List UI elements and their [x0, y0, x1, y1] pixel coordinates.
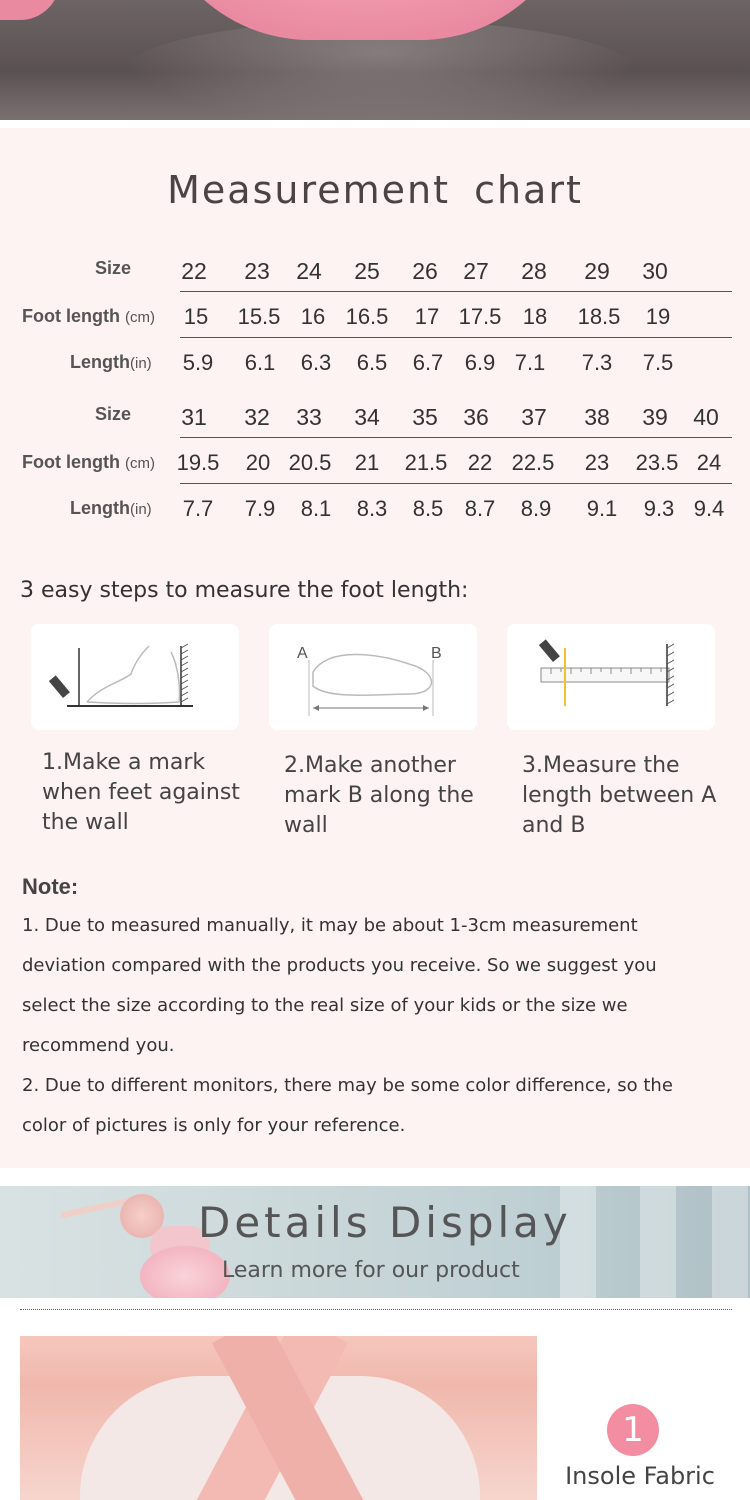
foot-length-cell: 23: [584, 450, 610, 475]
length-inch-cell: 6.1: [244, 350, 276, 375]
foot-length-cell: 15: [183, 304, 209, 329]
length-inch-cell: 5.9: [182, 350, 214, 375]
foot-length-row: [20, 292, 732, 338]
foot-length-label: Foot length (cm): [22, 306, 155, 326]
length-inch-cell: 8.3: [356, 496, 388, 521]
details-subtitle: Learn more for our product: [222, 1258, 520, 1283]
step-3-diagram: [507, 624, 715, 730]
details-banner: [0, 1186, 750, 1298]
feature-number-badge: 1: [607, 1404, 659, 1456]
length-inch-cell: 6.9: [464, 350, 496, 375]
size-cell: 39: [642, 404, 668, 430]
length-inch-cell: 7.7: [182, 496, 214, 521]
size-table-2: [20, 392, 732, 530]
foot-length-cell: 24: [696, 450, 722, 475]
size-cell: 38: [584, 404, 610, 430]
size-cell: 22: [181, 258, 207, 284]
foot-length-cell: 23.5: [635, 450, 679, 475]
length-inch-cell: 9.4: [693, 496, 725, 521]
length-inch-cell: 8.9: [520, 496, 552, 521]
window-decor: [640, 1186, 676, 1298]
length-inch-cell: 6.3: [300, 350, 332, 375]
foot-length-label: Foot length (cm): [22, 452, 155, 472]
note-line: select the size according to the real size of your kids or the size we: [22, 995, 628, 1016]
size-cell: 37: [521, 404, 547, 430]
step-2-diagram: [269, 624, 477, 730]
note-line: recommend you.: [22, 1035, 175, 1056]
length-inch-cell: 6.5: [356, 350, 388, 375]
size-cell: 33: [296, 404, 322, 430]
step-1-text: 1.Make a mark when feet against the wall: [42, 750, 240, 835]
foot-length-cell: 16.5: [345, 304, 389, 329]
foot-length-cell: 20: [245, 450, 271, 475]
foot-length-cell: 17: [414, 304, 440, 329]
length-inch-cell: 9.3: [643, 496, 675, 521]
size-cell: 24: [296, 258, 322, 284]
size-cell: 32: [244, 404, 270, 430]
step-1-diagram: [31, 624, 239, 730]
details-title: Details Display: [198, 1198, 572, 1247]
foot-length-cell: 22.5: [511, 450, 555, 475]
size-cell: 35: [412, 404, 438, 430]
product-photo-top: [0, 0, 750, 120]
foot-length-cell: 18.5: [577, 304, 621, 329]
size-cell: 23: [244, 258, 270, 284]
size-cell: 30: [642, 258, 668, 284]
size-cell: 36: [463, 404, 489, 430]
foot-length-cell: 16: [300, 304, 326, 329]
length-inch-cell: 6.7: [412, 350, 444, 375]
length-inch-label: Length(in): [70, 498, 152, 518]
size-row: [20, 246, 732, 292]
size-row: [20, 392, 732, 438]
divider: [20, 1309, 732, 1310]
foot-length-cell: 19.5: [176, 450, 220, 475]
length-inch-cell: 7.9: [244, 496, 276, 521]
step-3-text: 3.Measure the length between A and B: [522, 753, 717, 838]
size-label: Size: [95, 258, 132, 278]
length-inch-cell: 7.5: [642, 350, 674, 375]
note-line: deviation compared with the products you receive. So we suggest you: [22, 955, 657, 976]
length-inch-cell: 7.3: [581, 350, 613, 375]
length-inch-row: [20, 484, 732, 530]
foot-length-cell: 22: [467, 450, 493, 475]
foot-length-cell: 15.5: [237, 304, 281, 329]
steps-title: 3 easy steps to measure the foot length:: [20, 578, 469, 603]
step-2-text: 2.Make another mark B along the wall: [284, 753, 474, 838]
length-inch-label: Length(in): [70, 352, 152, 372]
size-cell: 27: [463, 258, 489, 284]
length-inch-cell: 8.5: [412, 496, 444, 521]
size-cell: 34: [354, 404, 380, 430]
size-cell: 28: [521, 258, 547, 284]
foot-length-cell: 21: [354, 450, 380, 475]
measurement-section: [0, 128, 750, 1168]
window-decor: [712, 1186, 748, 1298]
insole-photo: [20, 1336, 537, 1500]
shoe-toe-image: [0, 0, 60, 20]
foot-length-cell: 21.5: [404, 450, 448, 475]
size-cell: 29: [584, 258, 610, 284]
length-inch-cell: 8.1: [300, 496, 332, 521]
note-line: color of pictures is only for your reference.: [22, 1115, 406, 1136]
size-cell: 31: [181, 404, 207, 430]
note-title: Note:: [22, 874, 79, 899]
foot-length-cell: 17.5: [458, 304, 502, 329]
length-inch-cell: 8.7: [464, 496, 496, 521]
foot-length-row: [20, 438, 732, 484]
measurement-title: Measurement chart: [167, 168, 583, 212]
size-table-1: [20, 246, 732, 384]
length-inch-row: [20, 338, 732, 384]
point-b-label: B: [431, 645, 442, 662]
size-cell: 40: [693, 404, 719, 430]
foot-length-cell: 18: [522, 304, 548, 329]
foot-length-cell: 20.5: [288, 450, 332, 475]
size-cell: 25: [354, 258, 380, 284]
size-cell: 26: [412, 258, 438, 284]
length-inch-cell: 7.1: [514, 350, 546, 375]
point-a-label: A: [297, 645, 308, 662]
note-line: 2. Due to different monitors, there may be some color difference, so the: [22, 1075, 673, 1096]
size-label: Size: [95, 404, 132, 424]
length-inch-cell: 9.1: [586, 496, 618, 521]
foot-length-cell: 19: [645, 304, 671, 329]
note-line: 1. Due to measured manually, it may be about 1-3cm measurement: [22, 915, 638, 936]
dancer-tutu-image: [140, 1246, 230, 1298]
feature-label: Insole Fabric: [565, 1462, 715, 1490]
